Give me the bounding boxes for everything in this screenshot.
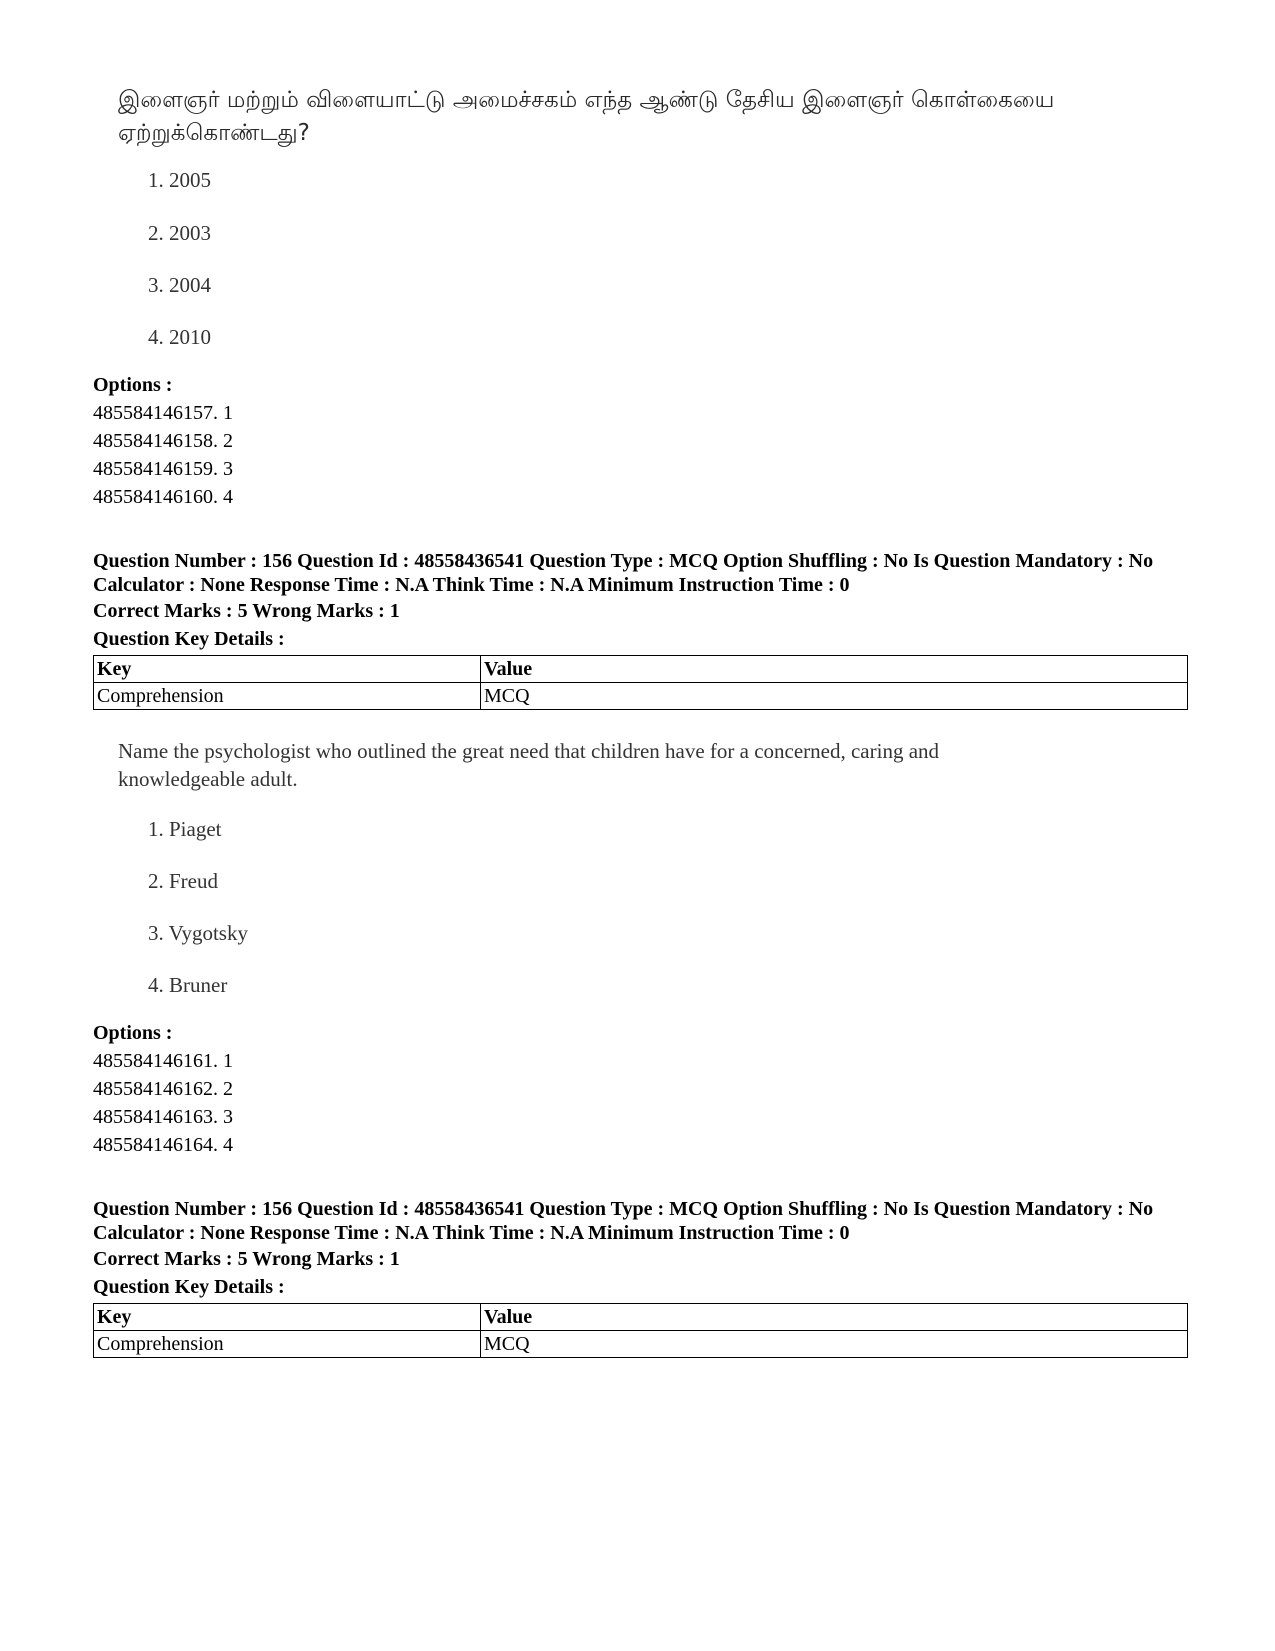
choice-3: 3. Vygotsky [148, 921, 248, 945]
table-row [94, 683, 1188, 710]
choice-4: 4. Bruner [148, 973, 228, 997]
table-cell: MCQ [481, 683, 1188, 710]
choice-3: 3. 2004 [148, 273, 211, 297]
table-header-value: Value [481, 656, 1188, 683]
marks-line: Correct Marks : 5 Wrong Marks : 1 [93, 600, 400, 622]
option-line: 485584146164. 4 [93, 1134, 233, 1156]
choice-1: 1. 2005 [148, 168, 211, 192]
table-header-key: Key [94, 656, 481, 683]
key-details-title: Question Key Details : [93, 628, 285, 650]
option-line: 485584146162. 2 [93, 1078, 233, 1100]
table-row [94, 1331, 1188, 1358]
question-meta: Question Number : 156 Question Id : 48558436541 Question Type : MCQ Option Shuffling : No Is Question Mandatory : No Calculator : None Response Time : N.A Think Time : N.A Minimum Instruction Time : 0 [93, 550, 1154, 596]
option-line: 485584146163. 3 [93, 1106, 233, 1128]
choice-1: 1. Piaget [148, 817, 222, 841]
marks-line: Correct Marks : 5 Wrong Marks : 1 [93, 1248, 400, 1270]
option-line: 485584146160. 4 [93, 486, 233, 508]
question-text: Name the psychologist who outlined the great need that children have for a concerned, caring and knowledgeable adult. [118, 739, 940, 791]
question-image-tamil [118, 84, 1098, 150]
table-header-value: Value [481, 1304, 1188, 1331]
key-details-title: Question Key Details : [93, 1276, 285, 1298]
choice-4: 4. 2010 [148, 325, 211, 349]
question-text: இளைஞர் மற்றும் விளையாட்டு அமைச்சகம் எந்த ஆண்டு தேசிய இளைஞர் கொள்கையை ஏற்றுக்கொண்டது? [118, 87, 1055, 146]
option-line: 485584146157. 1 [93, 402, 233, 424]
option-line: 485584146159. 3 [93, 458, 233, 480]
option-line: 485584146161. 1 [93, 1050, 233, 1072]
question-image-english [118, 737, 1038, 793]
table-header-row [94, 1304, 1188, 1331]
table-cell: MCQ [481, 1331, 1188, 1358]
options-title: Options : [93, 1022, 173, 1044]
options-title: Options : [93, 374, 173, 396]
key-details-table [93, 1303, 1188, 1358]
question-meta: Question Number : 156 Question Id : 48558436541 Question Type : MCQ Option Shuffling : No Is Question Mandatory : No Calculator : None Response Time : N.A Think Time : N.A Minimum Instruction Time : 0 [93, 1198, 1154, 1244]
table-cell: Comprehension [94, 683, 481, 710]
table-header-key: Key [94, 1304, 481, 1331]
table-cell: Comprehension [94, 1331, 481, 1358]
table-header-row [94, 656, 1188, 683]
option-line: 485584146158. 2 [93, 430, 233, 452]
choice-2: 2. 2003 [148, 221, 211, 245]
choice-2: 2. Freud [148, 869, 218, 893]
key-details-table [93, 655, 1188, 710]
